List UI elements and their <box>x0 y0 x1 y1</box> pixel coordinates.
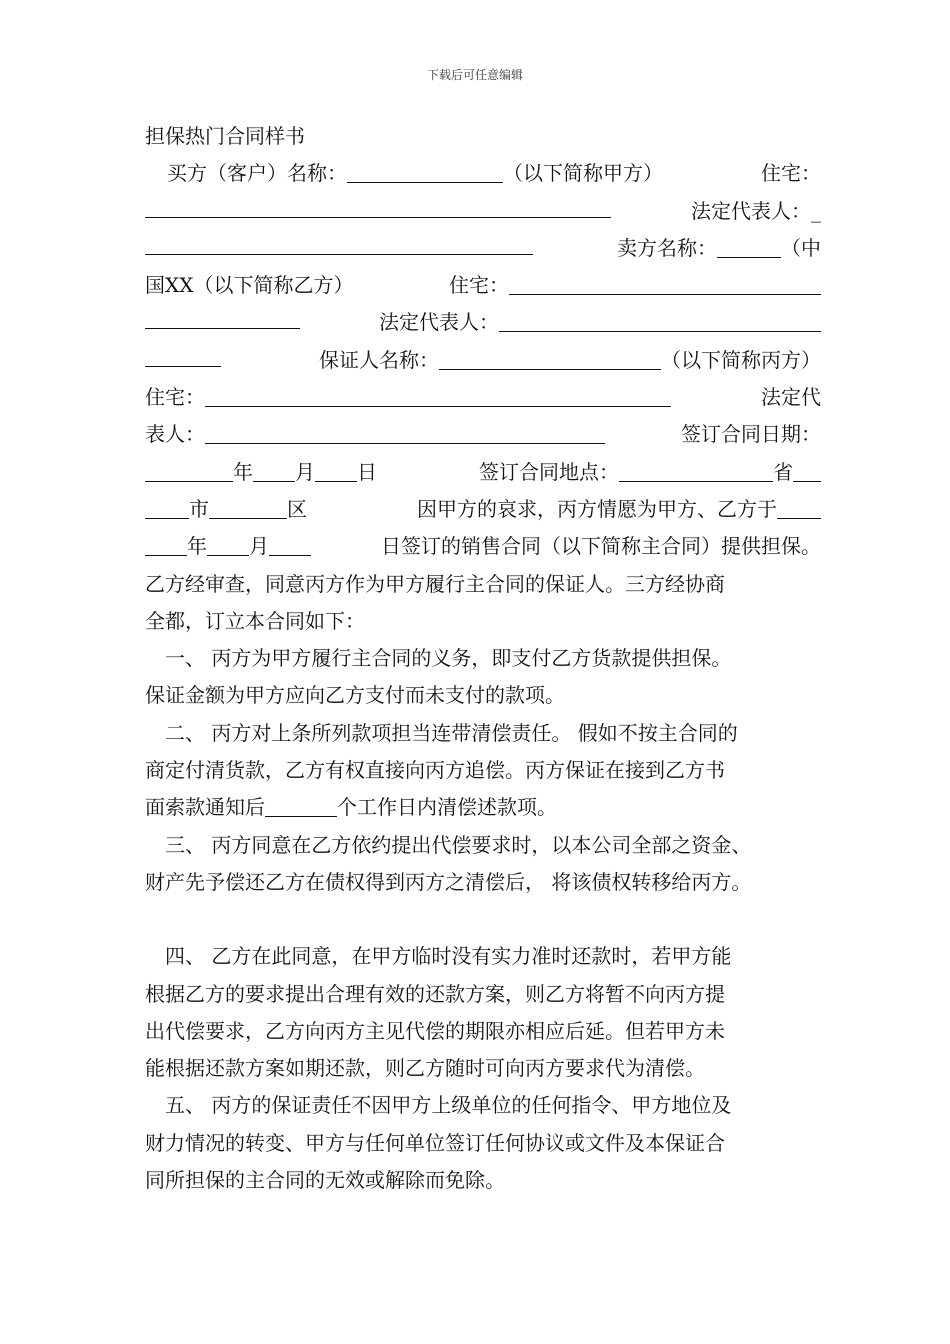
text-segment: 卖方名称： <box>617 235 717 260</box>
text-segment: （中 <box>781 235 821 260</box>
text-segment <box>479 454 821 491</box>
text-segment: 住宅： <box>449 273 509 298</box>
clause-4: 四、 乙方在此同意，在甲方临时没有实力准时还款时，若甲方能 <box>165 944 732 969</box>
text-line: 财力情况的转变、甲方与任何单位签订任何协议或文件及本保证合 <box>145 1130 725 1155</box>
text-segment <box>417 491 821 528</box>
text-line: 财产先予偿还乙方在债权得到丙方之清偿后， 将该债权转移给丙方。 <box>145 869 752 894</box>
blank-field <box>145 230 533 255</box>
text-segment: 市 <box>189 496 209 521</box>
text-segment: 法定代 <box>761 385 821 410</box>
text-segment: 年 <box>233 459 253 484</box>
text-line <box>145 379 821 416</box>
blank-field <box>499 307 821 332</box>
blank-field <box>619 457 773 482</box>
blank-field <box>265 792 337 817</box>
blank-field <box>145 457 233 482</box>
blank-field <box>205 382 671 407</box>
text-segment: 签订合同地点： <box>479 459 619 484</box>
document-body <box>145 118 821 1199</box>
text-line: 全都，订立本合同如下： <box>145 608 365 633</box>
blank-field <box>145 193 611 218</box>
text-segment: 因甲方的哀求，丙方情愿为甲方、乙方于 <box>417 496 777 521</box>
blank-field <box>717 233 781 258</box>
text-segment: 国XX（以下简称乙方） <box>145 273 354 298</box>
text-line <box>145 304 821 341</box>
text-line: 商定付清货款，乙方有权直接向丙方追偿。丙方保证在接到乙方书 <box>145 758 725 783</box>
text-line <box>145 454 821 491</box>
text-segment: 个工作日内清偿述款项。 <box>337 795 557 820</box>
text-segment <box>145 155 663 192</box>
text-line: 根据乙方的要求提出合理有效的还款方案，则乙方将暂不向丙方提 <box>145 981 725 1006</box>
text-segment: 日签订的销售合同（以下简称主合同）提供担保。 <box>381 534 821 559</box>
text-segment: 面索款通知后 <box>145 795 265 820</box>
page-header: 下载后可任意编辑 <box>426 68 523 82</box>
text-segment <box>617 230 821 267</box>
text-segment: 法定代表人：_ <box>691 198 821 223</box>
text-segment: 日 <box>357 459 377 484</box>
text-segment: 住宅： <box>145 385 205 410</box>
clause-3: 三、 丙方同意在乙方依约提出代偿要求时，以本公司全部之资金、 <box>165 832 752 857</box>
text-segment: 区 <box>287 496 307 521</box>
blank-field <box>209 494 287 519</box>
text-line: 乙方经审查，同意丙方作为甲方履行主合同的保证人。三方经协商 <box>145 571 725 596</box>
text-segment: 表人： <box>145 422 205 447</box>
text-segment <box>145 528 311 565</box>
text-line <box>145 491 821 528</box>
blank-field <box>207 531 249 556</box>
text-segment <box>145 416 605 453</box>
text-line <box>145 342 821 379</box>
text-line: 保证金额为甲方应向乙方支付而未支付的款项。 <box>145 683 565 708</box>
blank-field <box>315 457 357 482</box>
text-line <box>145 528 821 565</box>
text-segment: 保证人名称： <box>319 347 439 372</box>
clause-5: 五、 丙方的保证责任不因甲方上级单位的任何指令、甲方地位及 <box>165 1093 732 1118</box>
text-line: 同所担保的主合同的无效或解除而免除。 <box>145 1168 505 1193</box>
blank-field <box>145 494 189 519</box>
text-segment: 月 <box>249 534 269 559</box>
blank-field <box>509 270 821 295</box>
text-segment: （以下简称甲方） <box>503 161 663 186</box>
text-segment <box>145 454 377 491</box>
document-title: 担保热门合同样书 <box>145 124 305 148</box>
text-segment <box>449 267 821 304</box>
text-segment <box>145 379 671 416</box>
text-line: 能根据还款方案如期还款，则乙方随时可向丙方要求代为清偿。 <box>145 1056 705 1081</box>
blank-field <box>347 158 503 183</box>
text-segment <box>379 304 821 341</box>
text-segment <box>145 491 307 528</box>
clause-1: 一、 丙方为甲方履行主合同的义务，即支付乙方货款提供担保。 <box>165 646 732 671</box>
text-segment: 年 <box>187 534 207 559</box>
text-line <box>145 416 821 453</box>
blank-field <box>269 531 311 556</box>
text-segment: 省 <box>773 459 793 484</box>
blank-field <box>145 304 300 329</box>
blank-field <box>439 345 661 370</box>
text-segment: 签订合同日期： <box>681 422 821 447</box>
text-line <box>145 193 821 230</box>
text-line <box>145 267 821 304</box>
text-line <box>145 155 821 192</box>
text-segment: 买方（客户）名称： <box>167 161 347 186</box>
blank-field <box>777 494 821 519</box>
blank-field <box>145 342 221 367</box>
text-segment: 法定代表人： <box>379 310 499 335</box>
text-segment: 月 <box>295 459 315 484</box>
text-line <box>145 789 821 826</box>
text-line <box>145 230 821 267</box>
blank-field <box>253 457 295 482</box>
blank-field <box>145 531 187 556</box>
blank-field <box>205 419 605 444</box>
text-line: 出代偿要求，乙方向丙方主见代偿的期限亦相应后延。但若甲方未 <box>145 1018 725 1043</box>
clause-2: 二、 丙方对上条所列款项担当连带清偿责任。 假如不按主合同的 <box>165 720 738 745</box>
text-segment: 住宅： <box>761 161 821 186</box>
blank-field <box>793 457 821 482</box>
text-segment: （以下简称丙方） <box>661 347 821 372</box>
text-segment <box>319 342 821 379</box>
